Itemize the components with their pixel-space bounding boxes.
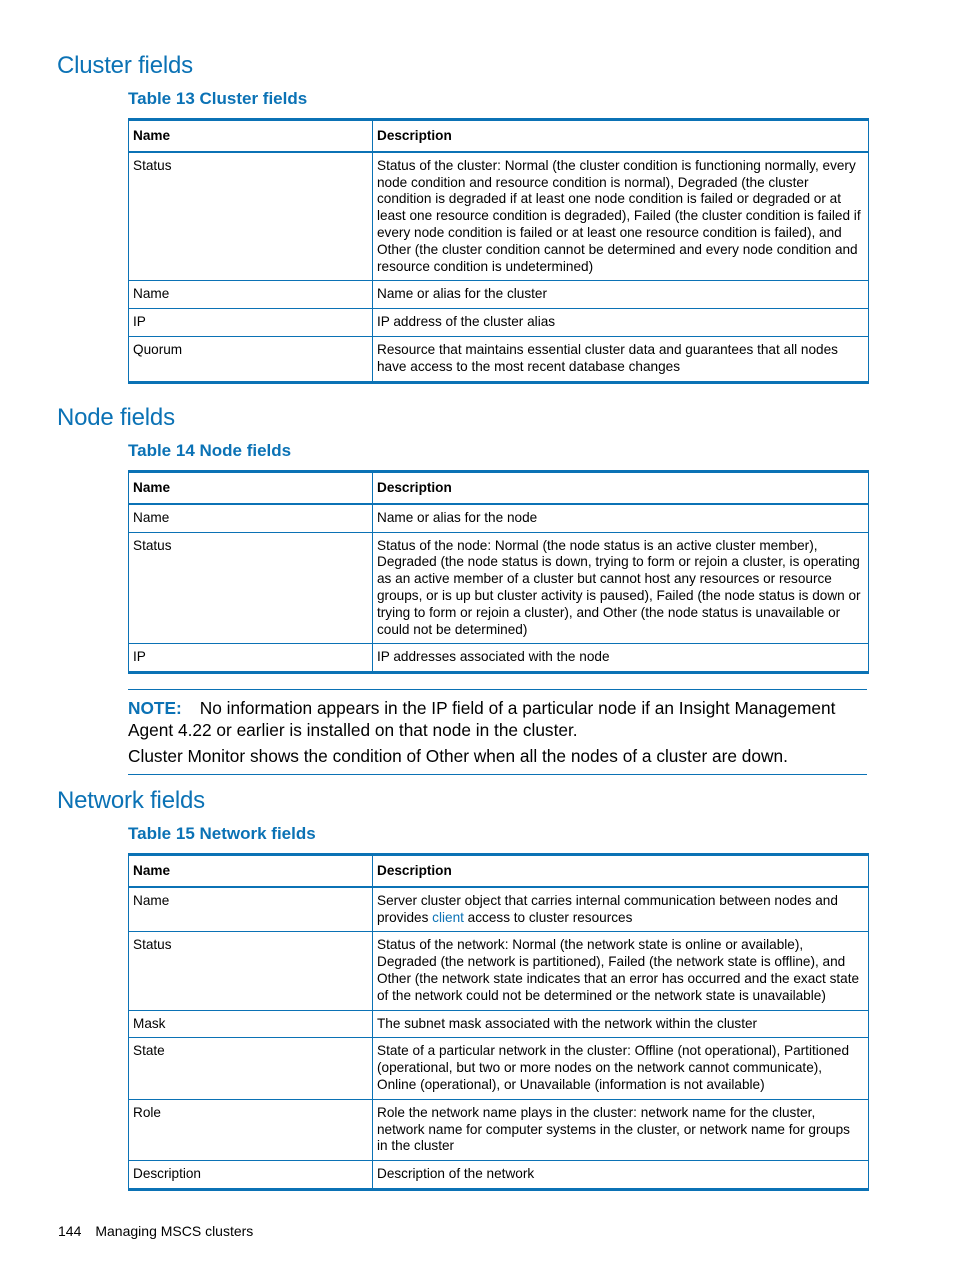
table-header-row — [129, 120, 869, 152]
cluster-fields-table — [128, 118, 869, 384]
field-description-cell: The subnet mask associated with the network within the cluster — [373, 1010, 869, 1038]
network-fields-table — [128, 853, 869, 1191]
network-table-caption: Table 15 Network fields — [128, 824, 316, 843]
field-name-cell: IP — [129, 644, 373, 673]
table-row — [129, 281, 869, 309]
table-row — [129, 532, 869, 644]
table-header-row — [129, 855, 869, 887]
cluster-fields-heading: Cluster fields — [57, 52, 193, 79]
field-name-cell: State — [129, 1038, 373, 1099]
field-name-cell: Quorum — [129, 336, 373, 382]
table-row — [129, 336, 869, 382]
node-fields-heading: Node fields — [57, 404, 175, 431]
network-fields-heading: Network fields — [57, 787, 205, 814]
field-description-cell: IP address of the cluster alias — [373, 309, 869, 337]
field-name-cell: Role — [129, 1099, 373, 1160]
table-row — [129, 932, 869, 1010]
table-row — [129, 309, 869, 337]
note-label: NOTE: — [128, 698, 182, 718]
cluster-table-caption: Table 13 Cluster fields — [128, 89, 308, 108]
field-name-cell: Name — [129, 504, 373, 532]
table-row — [129, 644, 869, 673]
field-description-cell: Description of the network — [373, 1161, 869, 1190]
field-description-cell: Name or alias for the node — [373, 504, 869, 532]
field-description-cell — [373, 887, 869, 932]
table-header-row — [129, 472, 869, 504]
field-description-cell: Name or alias for the cluster — [373, 281, 869, 309]
note-text: No information appears in the IP field of a particular node if an Insight Management Agent 4.22 or earlier is installed on that node in the cluster. — [128, 698, 836, 740]
field-name-cell: Status — [129, 932, 373, 1010]
field-name-cell: Status — [129, 532, 373, 644]
field-name-cell: Description — [129, 1161, 373, 1190]
column-header-name: Name — [129, 855, 373, 887]
field-name-cell: Name — [129, 281, 373, 309]
field-description-cell: Status of the node: Normal (the node status is an active cluster member), Degraded (the node status is down, trying to form or rejoin a cluster, is operating as an active member of a cluster but cannot host any resources or resource groups, or is up but cluster activity is paused), Failed (the node status is down or trying to form or rejoin a cluster), and Other (the node status is unavailable or could not be determined) — [373, 532, 869, 644]
client-glossary-link[interactable]: client — [432, 909, 464, 925]
field-description-cell: State of a particular network in the cluster: Offline (not operational), Partitioned (operational, but two or more nodes on the network cannot communicate), Online (operational), or Unavailable (information is not available) — [373, 1038, 869, 1099]
node-fields-table — [128, 470, 869, 674]
note-paragraph — [128, 698, 867, 741]
field-name-cell: Name — [129, 887, 373, 932]
field-name-cell: Status — [129, 152, 373, 281]
field-description-cell: Status of the network: Normal (the network state is online or available), Degraded (the network is partitioned), Failed (the network state is offline), and Other (the network state indicates that an error has occurred and the exact state of the network could not be determined or the network state is unavailable) — [373, 932, 869, 1010]
description-text: Server cluster object that carries internal communication between nodes and provides — [377, 892, 838, 925]
page-footer — [58, 1223, 253, 1239]
column-header-description: Description — [373, 120, 869, 152]
field-description-cell: Role the network name plays in the cluster: network name for the cluster, network name for computer systems in the cluster, or network name for groups in the cluster — [373, 1099, 869, 1160]
page-number: 144 — [58, 1223, 82, 1239]
table-row — [129, 1038, 869, 1099]
column-header-name: Name — [129, 472, 373, 504]
field-name-cell: Mask — [129, 1010, 373, 1038]
column-header-name: Name — [129, 120, 373, 152]
field-description-cell: IP addresses associated with the node — [373, 644, 869, 673]
chapter-title: Managing MSCS clusters — [95, 1223, 254, 1239]
field-description-cell: Resource that maintains essential cluster data and guarantees that all nodes have access to the most recent database changes — [373, 336, 869, 382]
description-text: access to cluster resources — [463, 909, 633, 925]
node-table-caption: Table 14 Node fields — [128, 441, 292, 460]
column-header-description: Description — [373, 472, 869, 504]
table-row — [129, 887, 869, 932]
table-row — [129, 1010, 869, 1038]
table-row — [129, 504, 869, 532]
column-header-description: Description — [373, 855, 869, 887]
field-description-cell: Status of the cluster: Normal (the cluster condition is functioning normally, every node condition and resource condition is normal), Degraded (the cluster condition is degraded if at least one node condition is failed or degraded or at least one resource condition is degraded), Failed (the cluster condition is failed if every node condition is failed or at least one resource condition is failed), and Other (the cluster condition cannot be determined and every node condition and resource condition is undetermined) — [373, 152, 869, 281]
field-name-cell: IP — [129, 309, 373, 337]
table-row — [129, 152, 869, 281]
table-row — [129, 1161, 869, 1190]
table-row — [129, 1099, 869, 1160]
note-followup: Cluster Monitor shows the condition of Other when all the nodes of a cluster are down. — [128, 746, 788, 766]
note-block — [128, 689, 867, 775]
